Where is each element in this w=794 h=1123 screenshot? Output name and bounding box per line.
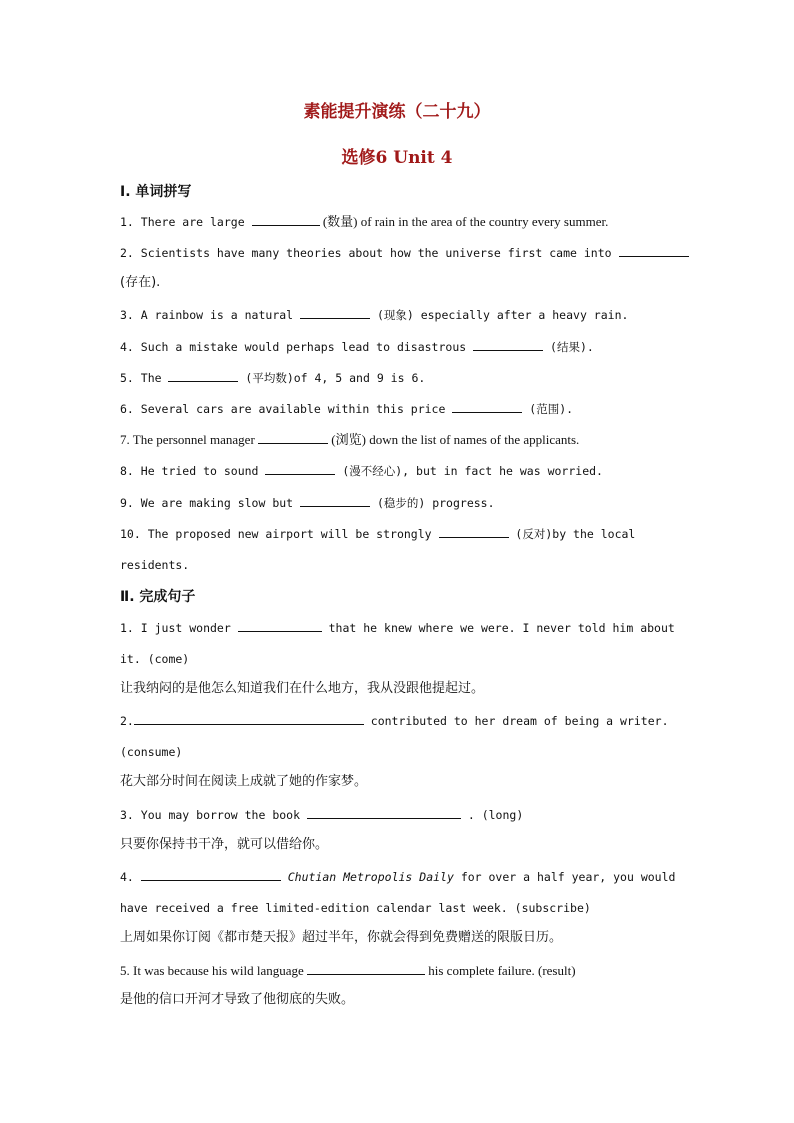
answer-blank[interactable] bbox=[619, 245, 689, 257]
question-text: (范围). bbox=[522, 402, 574, 416]
page-subtitle: 选修6 Unit 4 bbox=[341, 148, 453, 168]
question-text: 6. Several cars are available within this price bbox=[120, 402, 453, 416]
chinese-translation: 上周如果你订阅《都市楚天报》超过半年，你就会得到免费赠送的限版日历。 bbox=[120, 930, 563, 945]
chinese-translation: 只要你保持书干净，就可以借给你。 bbox=[120, 837, 329, 852]
question-continuation: it. (come) bbox=[120, 652, 190, 666]
question-line bbox=[120, 339, 674, 355]
question-line bbox=[120, 432, 674, 448]
question-text: (浏览) down the list of names of the applicants. bbox=[328, 432, 580, 447]
question-text: for over a half year, you would bbox=[453, 870, 676, 884]
answer-blank[interactable] bbox=[307, 963, 425, 975]
question-text: 4. bbox=[120, 870, 141, 884]
answer-blank[interactable] bbox=[238, 620, 322, 632]
question-text: (稳步的) progress. bbox=[370, 496, 495, 510]
question-text: contributed to her dream of being a writer. bbox=[363, 714, 669, 728]
question-text: (反对)by the local bbox=[508, 527, 636, 541]
page-title: 素能提升演练（二十九） bbox=[303, 102, 491, 122]
question-line bbox=[120, 214, 674, 230]
answer-blank[interactable] bbox=[141, 869, 281, 881]
answer-blank[interactable] bbox=[258, 432, 328, 444]
answer-blank[interactable] bbox=[307, 807, 461, 819]
question-continuation: have received a free limited-edition calendar last week. (subscribe) bbox=[120, 901, 591, 915]
question-continuation: (consume) bbox=[120, 745, 183, 759]
question-text: 1. I just wonder bbox=[120, 621, 238, 635]
answer-blank[interactable] bbox=[168, 370, 238, 382]
question-text: 7. The personnel manager bbox=[120, 432, 259, 447]
question-text: 10. The proposed new airport will be strongly bbox=[120, 527, 439, 541]
question-line bbox=[120, 307, 674, 323]
question-text: (数量) of rain in the area of the country every summer. bbox=[319, 214, 609, 229]
question-text: (平均数)of 4, 5 and 9 is 6. bbox=[238, 371, 426, 385]
question-text: . (long) bbox=[460, 808, 524, 822]
answer-blank[interactable] bbox=[134, 713, 364, 725]
question-text: (漫不经心), but in fact he was worried. bbox=[335, 464, 603, 478]
question-text: 9. We are making slow but bbox=[120, 496, 301, 510]
question-text: 3. You may borrow the book bbox=[120, 808, 307, 822]
question-continuation: residents. bbox=[120, 558, 190, 572]
chinese-translation: 花大部分时间在阅读上成就了她的作家梦。 bbox=[120, 774, 368, 789]
question-text: (现象) especially after a heavy rain. bbox=[370, 308, 629, 322]
section-heading-sentences: Ⅱ. 完成句子 bbox=[120, 589, 196, 605]
answer-blank[interactable] bbox=[473, 339, 543, 351]
question-line bbox=[120, 370, 674, 386]
question-text: 1. There are large bbox=[120, 215, 252, 229]
question-line bbox=[120, 463, 674, 479]
question-text: (结果). bbox=[543, 340, 594, 354]
question-line bbox=[120, 713, 674, 729]
question-continuation: (存在). bbox=[120, 275, 161, 290]
answer-blank[interactable] bbox=[300, 495, 370, 507]
newspaper-name: Chutian Metropolis Daily bbox=[287, 870, 454, 884]
question-text: 8. He tried to sound bbox=[120, 464, 266, 478]
question-line bbox=[120, 620, 674, 636]
chinese-translation: 是他的信口开河才导致了他彻底的失败。 bbox=[120, 992, 355, 1007]
section-heading-spelling: Ⅰ. 单词拼写 bbox=[120, 184, 192, 200]
answer-blank[interactable] bbox=[252, 214, 320, 226]
question-text: that he knew where we were. I never told him about bbox=[321, 621, 675, 635]
answer-blank[interactable] bbox=[439, 526, 509, 538]
chinese-translation: 让我纳闷的是他怎么知道我们在什么地方，我从没跟他提起过。 bbox=[120, 681, 485, 696]
question-text: 2. bbox=[120, 714, 134, 728]
answer-blank[interactable] bbox=[452, 401, 522, 413]
question-line bbox=[120, 495, 674, 511]
question-line bbox=[120, 807, 674, 823]
question-text: 5. The bbox=[120, 371, 169, 385]
question-text: 3. A rainbow is a natural bbox=[120, 308, 301, 322]
question-text: 2. Scientists have many theories about how the universe first came into bbox=[120, 246, 619, 260]
question-line bbox=[120, 245, 674, 261]
question-line bbox=[120, 963, 674, 979]
question-text: 5. It was because his wild language bbox=[120, 963, 308, 978]
question-text: his complete failure. (result) bbox=[425, 963, 576, 978]
question-text: 4. Such a mistake would perhaps lead to disastrous bbox=[120, 340, 474, 354]
question-line bbox=[120, 526, 674, 542]
question-line bbox=[120, 401, 674, 417]
answer-blank[interactable] bbox=[265, 463, 335, 475]
question-line bbox=[120, 869, 674, 885]
answer-blank[interactable] bbox=[300, 307, 370, 319]
